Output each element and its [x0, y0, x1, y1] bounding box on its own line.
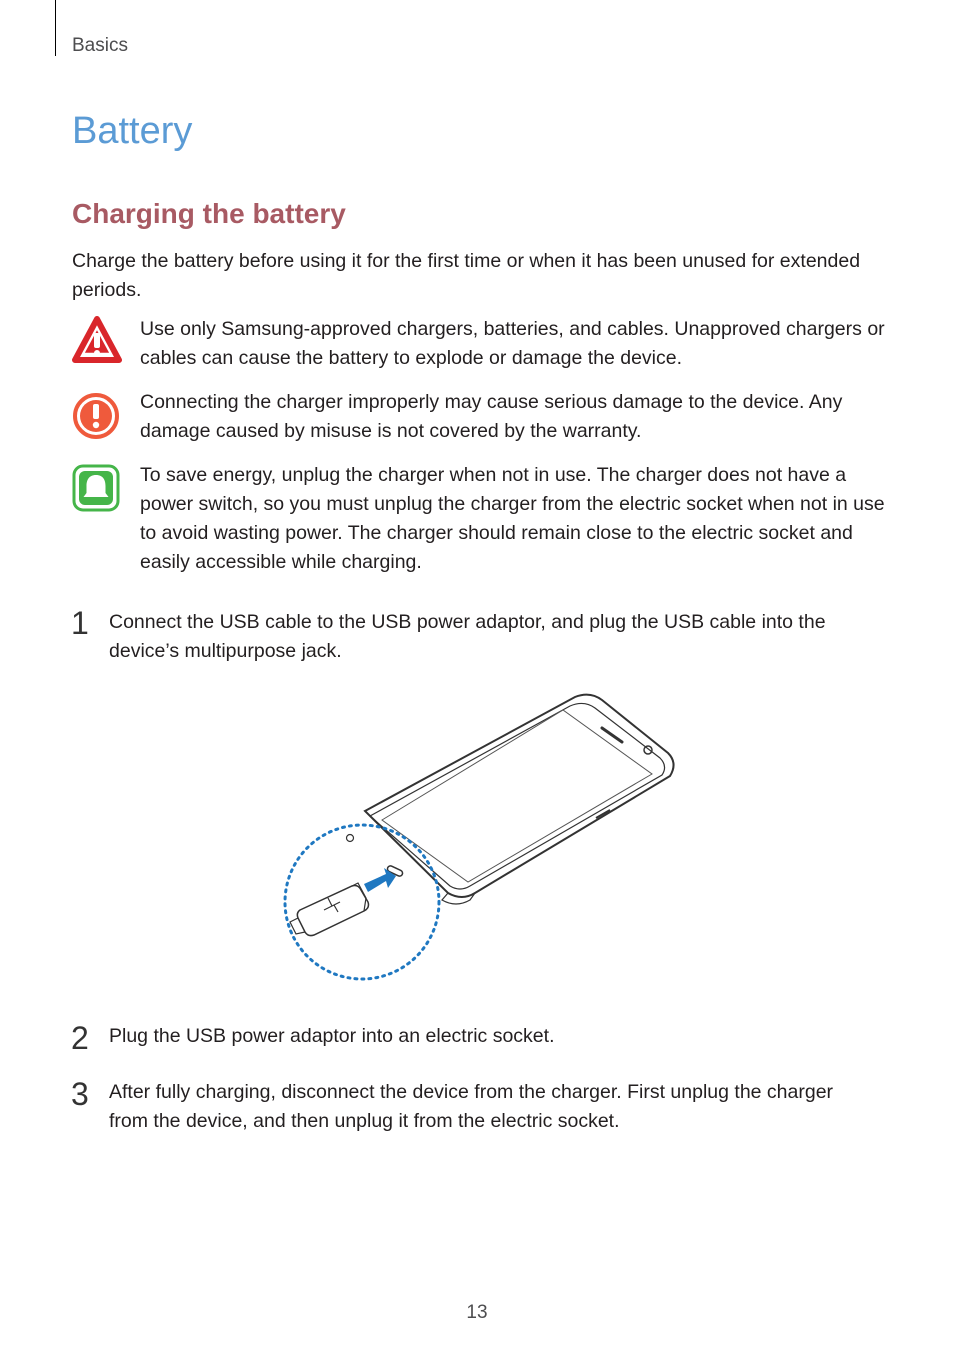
step-number: 3: [71, 1076, 89, 1112]
notice-bell-icon: [72, 464, 120, 517]
step-text: Plug the USB power adaptor into an electric socket.: [109, 1025, 555, 1047]
step-number: 2: [71, 1020, 89, 1056]
header-rule: [55, 0, 56, 56]
warning-triangle-icon: [72, 316, 122, 369]
note-notice-text: To save energy, unplug the charger when not in use. The charger does not have a power switch, so you must unplug the charger from the electric socket when not in use to avoid wasting power. The charger should remain close to the electric socket and easily accessible while charging.: [140, 464, 885, 573]
caution-circle-icon: [72, 392, 120, 445]
step-text: Connect the USB cable to the USB power adaptor, and plug the USB cable into the device’s multipurpose jack.: [109, 611, 826, 662]
phone-usb-charging-illustration: [270, 688, 690, 984]
note-caution-text: Connecting the charger improperly may cause serious damage to the device. Any damage caused by misuse is not covered by the warranty.: [140, 391, 843, 442]
note-warning-text: Use only Samsung-approved chargers, batteries, and cables. Unapproved chargers or cables can cause the battery to explode or damage the device.: [140, 318, 885, 369]
step-number: 1: [71, 605, 89, 641]
step-text: After fully charging, disconnect the device from the charger. First unplug the charger from the device, and then unplug it from the electric socket.: [109, 1081, 834, 1132]
section-heading: Charging the battery: [72, 198, 346, 229]
page-number: 13: [466, 1302, 488, 1323]
intro-paragraph: Charge the battery before using it for the first time or when it has been unused for extended periods.: [72, 250, 861, 301]
page-title: Battery: [72, 110, 193, 152]
header-section-label: Basics: [72, 35, 128, 56]
